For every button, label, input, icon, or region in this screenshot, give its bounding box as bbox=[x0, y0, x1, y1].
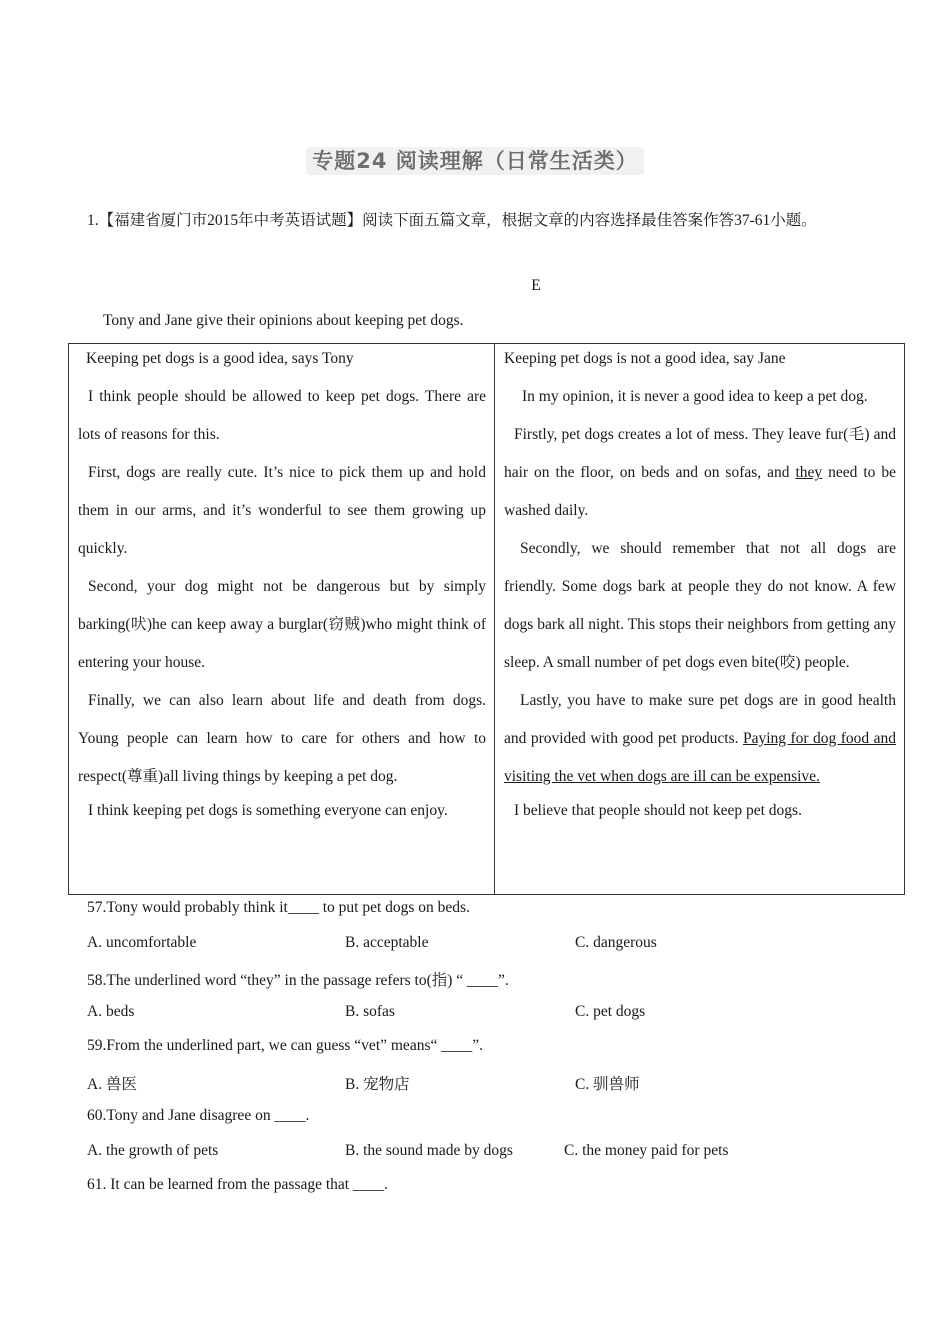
tony-paragraph-1: I think people should be allowed to keep pet dogs. There are lots of reasons for this. bbox=[78, 388, 486, 443]
question-58: 58.The underlined word “they” in the passage refers to(指) “ ____”. bbox=[87, 972, 509, 989]
question-59: 59.From the underlined part, we can guess “vet” means“ ____”. bbox=[87, 1037, 483, 1054]
tony-paragraph-5: I think keeping pet dogs is something everyone can enjoy. bbox=[88, 802, 448, 819]
tony-heading: Keeping pet dogs is a good idea, says Tony bbox=[86, 350, 354, 367]
underlined-they: they bbox=[795, 464, 823, 481]
tony-paragraph-2: First, dogs are really cute. It’s nice to pick them up and hold them in our arms, and it’s wonderful to see them growing up quickly. bbox=[78, 464, 486, 557]
jane-column bbox=[495, 344, 905, 895]
q57-option-b: B. acceptable bbox=[345, 934, 429, 951]
question-57: 57.Tony would probably think it____ to put pet dogs on beds. bbox=[87, 899, 470, 916]
jane-paragraph-2: Firstly, pet dogs creates a lot of mess. They leave fur(毛) and hair on the floor, on beds and on sofas, and they need to be washed daily. bbox=[504, 426, 896, 519]
q60-option-c: C. the money paid for pets bbox=[564, 1142, 729, 1159]
q58-option-a: A. beds bbox=[87, 1003, 135, 1020]
q57-option-a: A. uncomfortable bbox=[87, 934, 197, 951]
q59-option-a: A. 兽医 bbox=[87, 1076, 137, 1093]
question-60: 60.Tony and Jane disagree on ____. bbox=[87, 1107, 310, 1124]
q60-option-b: B. the sound made by dogs bbox=[345, 1142, 513, 1159]
q59-option-b: B. 宠物店 bbox=[345, 1076, 410, 1093]
jane-heading: Keeping pet dogs is not a good idea, say Jane bbox=[504, 350, 786, 367]
question-61: 61. It can be learned from the passage that ____. bbox=[87, 1176, 388, 1193]
underlined-vet-sentence: Paying for dog food and visiting the vet when dogs are ill can be expensive. bbox=[504, 730, 896, 785]
page-title: 专题24 阅读理解（日常生活类） bbox=[0, 145, 950, 175]
q59-option-c: C. 驯兽师 bbox=[575, 1076, 640, 1093]
q58-option-c: C. pet dogs bbox=[575, 1003, 646, 1020]
passage-letter: E bbox=[531, 277, 541, 294]
opinion-table bbox=[68, 343, 905, 895]
tony-paragraph-3: Second, your dog might not be dangerous but by simply barking(吠)he can keep away a burglar(窃贼)who might think of entering your house. bbox=[78, 578, 486, 671]
jane-paragraph-4: Lastly, you have to make sure pet dogs are in good health and provided with good pet products. Paying for dog food and visiting the vet when dogs are ill can be expensive. bbox=[504, 692, 896, 785]
q60-option-a: A. the growth of pets bbox=[87, 1142, 219, 1159]
tony-paragraph-4: Finally, we can also learn about life and death from dogs. Young people can learn how to care for others and how to respect(尊重)all living things by keeping a pet dog. bbox=[78, 692, 486, 785]
jane-paragraph-5: I believe that people should not keep pet dogs. bbox=[514, 802, 802, 819]
passage-lead: Tony and Jane give their opinions about keeping pet dogs. bbox=[103, 312, 464, 329]
q57-option-c: C. dangerous bbox=[575, 934, 657, 951]
jane-paragraph-1: In my opinion, it is never a good idea to keep a pet dog. bbox=[522, 388, 868, 405]
tony-column bbox=[69, 344, 495, 895]
jane-paragraph-3: Secondly, we should remember that not all dogs are friendly. Some dogs bark at people they do not know. A few dogs bark all night. This stops their neighbors from getting any sleep. A small number of pet dogs even bite(咬) people. bbox=[504, 540, 896, 671]
exercise-intro: 1.【福建省厦门市2015年中考英语试题】阅读下面五篇文章，根据文章的内容选择最佳答案作答37-61小题。 bbox=[87, 212, 817, 229]
q58-option-b: B. sofas bbox=[345, 1003, 395, 1020]
